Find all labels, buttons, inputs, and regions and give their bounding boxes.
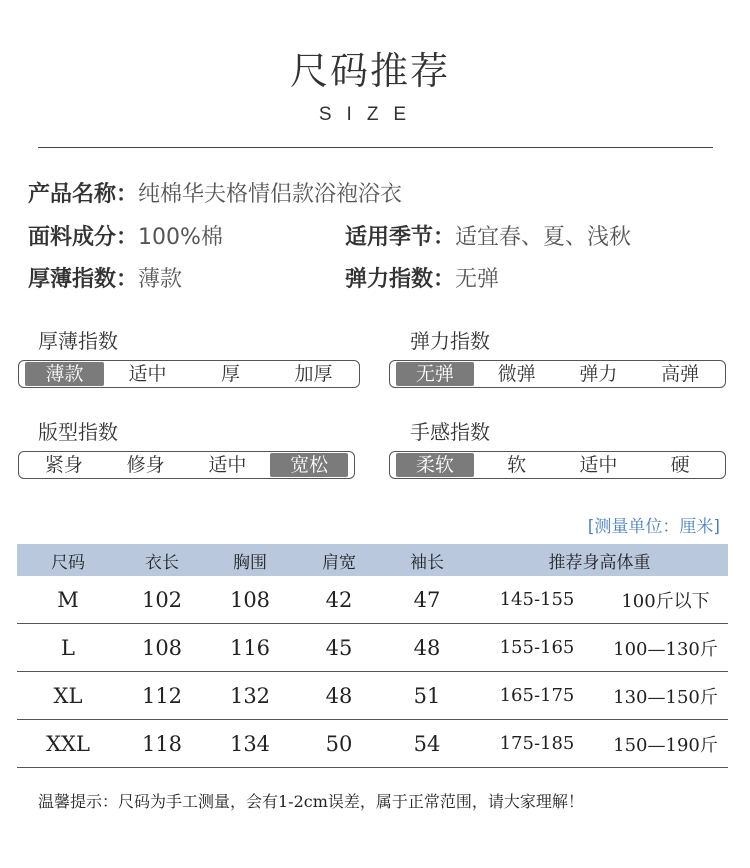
unit-note: [测量单位：厘米] [587, 517, 720, 537]
size-table [17, 544, 728, 768]
table-cell: 48 [325, 683, 353, 708]
gauge-option: 加厚 [294, 363, 333, 385]
property-value: 纯棉华夫格情侣款浴袍浴衣 [138, 182, 403, 207]
table-cell: 130—150斤 [613, 686, 718, 708]
property-key: 产品名称： [28, 182, 139, 207]
gauge-option: 适中 [128, 363, 167, 385]
gauge-option: 无弹 [396, 362, 474, 386]
table-cell: 175-185 [499, 733, 575, 754]
table-cell: 145-155 [499, 589, 575, 610]
property-value: 薄款 [138, 267, 183, 292]
gauge-option: 厚 [220, 363, 240, 385]
table-cell: 102 [141, 587, 183, 612]
gauge-option: 适中 [208, 454, 247, 476]
table-cell: 118 [141, 731, 183, 756]
table-cell: XXL [46, 731, 90, 756]
table-row [17, 576, 728, 624]
gauge-title-fit: 版型指数 [38, 420, 118, 444]
column-header-size: 尺码 [51, 552, 85, 573]
property-value: 适宜春、夏、浅秋 [455, 225, 632, 250]
table-cell: 165-175 [499, 685, 575, 706]
table-cell: 42 [325, 587, 353, 612]
table-cell: 116 [229, 635, 271, 660]
property-key: 厚薄指数： [28, 267, 139, 292]
property-value: 无弹 [455, 267, 500, 292]
table-cell: 45 [325, 635, 353, 660]
table-cell: 108 [229, 587, 271, 612]
table-cell: L [61, 635, 75, 660]
property-product-name [28, 177, 402, 208]
property-season [345, 220, 631, 251]
footer-note: 温馨提示：尺码为手工测量，会有1-2cm误差，属于正常范围，请大家理解！ [38, 792, 584, 811]
property-elasticity [345, 262, 499, 293]
table-cell: 48 [413, 635, 441, 660]
gauge-option: 高弹 [661, 363, 700, 385]
header-divider [38, 147, 713, 148]
table-cell: 51 [413, 683, 441, 708]
gauge-option: 微弹 [497, 363, 536, 385]
property-fabric [28, 220, 223, 251]
table-cell: 50 [325, 731, 353, 756]
column-header-chest: 胸围 [233, 552, 267, 573]
gauge-option: 硬 [670, 454, 690, 476]
table-cell: 134 [229, 731, 271, 756]
property-key: 面料成分： [28, 225, 139, 250]
table-row [17, 624, 728, 672]
gauge-option: 紧身 [44, 454, 83, 476]
gauge-option: 宽松 [270, 453, 348, 477]
column-header-length: 衣长 [145, 552, 179, 573]
table-cell: 54 [413, 731, 441, 756]
page-subtitle: SIZE [318, 104, 422, 125]
gauge-option: 适中 [579, 454, 618, 476]
table-cell: M [57, 587, 79, 612]
gauge-scale-feel [389, 451, 726, 479]
property-thickness [28, 262, 182, 293]
gauge-option: 修身 [126, 454, 165, 476]
table-cell: 155-165 [499, 637, 575, 658]
gauge-option: 弹力 [579, 363, 618, 385]
gauge-scale-thickness [18, 360, 360, 388]
table-cell: 112 [141, 683, 183, 708]
table-cell: XL [53, 683, 83, 708]
page-title: 尺码推荐 [289, 49, 450, 93]
gauge-option: 柔软 [396, 453, 474, 477]
gauge-title-elasticity: 弹力指数 [410, 329, 490, 353]
gauge-scale-fit [18, 451, 355, 479]
table-row [17, 720, 728, 768]
column-header-sleeve: 袖长 [410, 552, 444, 573]
gauge-option: 软 [507, 454, 527, 476]
property-key: 适用季节： [345, 225, 456, 250]
table-cell: 100—130斤 [613, 638, 718, 660]
gauge-scale-elasticity [389, 360, 726, 388]
table-cell: 108 [141, 635, 183, 660]
table-cell: 150—190斤 [613, 734, 718, 756]
table-cell: 100斤以下 [621, 590, 710, 612]
gauge-option: 薄款 [25, 362, 104, 386]
table-header-row [17, 544, 728, 576]
column-header-recommended: 推荐身高体重 [548, 552, 651, 573]
gauge-title-feel: 手感指数 [410, 420, 490, 444]
table-cell: 47 [413, 587, 441, 612]
column-header-shoulder: 肩宽 [322, 552, 356, 573]
property-value: 100%棉 [138, 225, 223, 250]
property-key: 弹力指数： [345, 267, 456, 292]
table-cell: 132 [229, 683, 271, 708]
table-row [17, 672, 728, 720]
gauge-title-thickness: 厚薄指数 [38, 329, 118, 353]
